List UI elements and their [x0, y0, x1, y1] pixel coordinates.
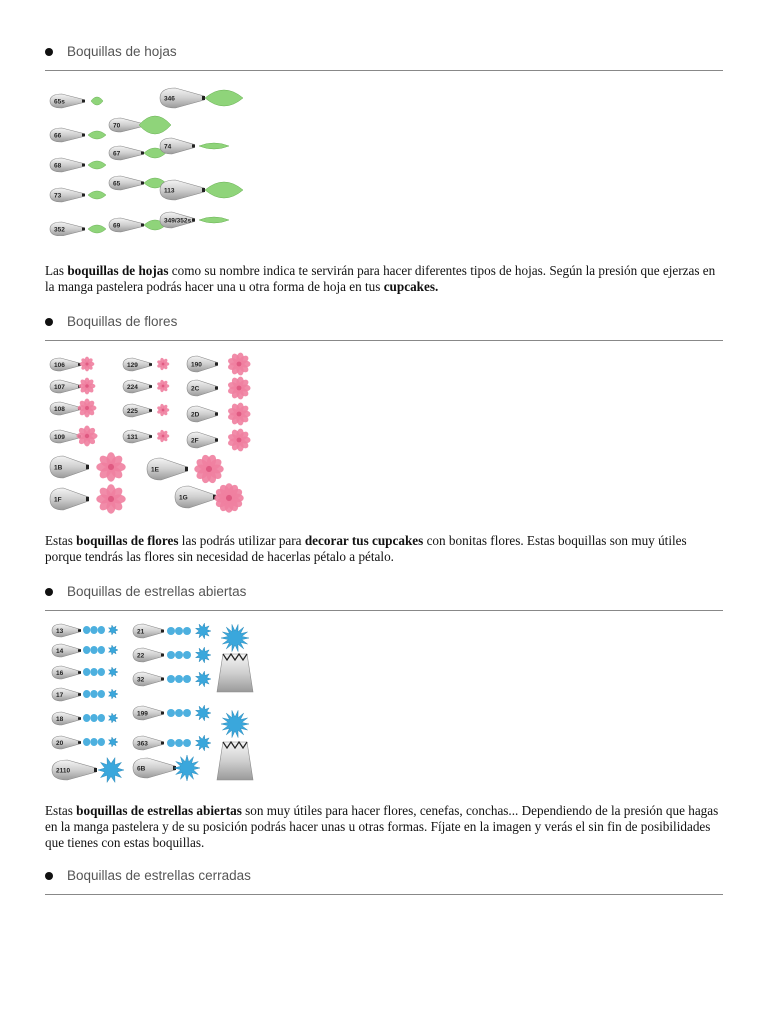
section-title: Boquillas de estrellas abiertas — [67, 584, 247, 599]
tip-number: 129 — [127, 361, 138, 369]
flower-shape — [156, 403, 169, 416]
flower-shape — [156, 379, 169, 392]
piped-border-shape — [167, 709, 191, 717]
piping-tip — [133, 648, 164, 662]
piping-tip — [133, 624, 164, 638]
large-star-tip — [217, 654, 253, 692]
tip-number: 68 — [54, 162, 62, 170]
piping-tip — [50, 358, 81, 371]
leaf-shape — [88, 161, 106, 169]
piping-tip — [123, 358, 152, 371]
tip-number: 67 — [113, 150, 121, 158]
body-text: las podrás utilizar para — [178, 533, 305, 548]
leaf-shape — [205, 182, 243, 198]
bold-text: boquillas de flores — [76, 533, 179, 548]
leaf-shape — [88, 131, 106, 139]
open-star-tips-image — [45, 620, 257, 786]
piping-tip — [50, 402, 81, 415]
piping-tip — [133, 736, 164, 750]
piping-tip — [109, 218, 144, 232]
tip-number: 16 — [56, 669, 64, 677]
tip-number: 2C — [191, 385, 200, 393]
leaf-shape — [199, 217, 229, 223]
body-text: Las — [45, 263, 68, 278]
section-title: Boquillas de hojas — [67, 44, 177, 59]
leaf-tips-image — [45, 84, 257, 236]
piping-tip — [123, 380, 152, 393]
flower-shape — [194, 454, 223, 485]
leaf-shape — [88, 225, 106, 233]
tip-number: 107 — [54, 383, 65, 391]
star-shape — [196, 647, 212, 663]
section-header-flores — [45, 310, 723, 350]
leaf-shape — [139, 116, 171, 134]
section-title: Boquillas de estrellas cerradas — [67, 868, 251, 883]
tip-number: 69 — [113, 222, 121, 230]
tip-number: 131 — [127, 433, 138, 441]
piping-tip — [50, 188, 85, 202]
tip-number: 2D — [191, 411, 200, 419]
tip-number: 65s — [54, 98, 65, 106]
bullet-icon — [45, 48, 53, 56]
flower-shape — [96, 452, 125, 481]
tip-number: 106 — [54, 361, 65, 369]
piping-tip — [50, 94, 85, 108]
piped-border-shape — [83, 738, 105, 746]
tip-number: 13 — [56, 627, 64, 635]
body-text: Estas — [45, 803, 77, 818]
piping-tip — [52, 666, 81, 679]
piped-border-shape — [167, 627, 191, 635]
piping-tip — [123, 430, 152, 443]
piping-tip — [187, 432, 218, 448]
tip-number: 225 — [127, 407, 138, 415]
large-star-tip — [217, 742, 253, 780]
piping-tip — [52, 644, 81, 657]
body-text: son muy útiles para hacer flores, cenefas, conchas... Dependiendo de la presión que hagas en la manga pastelera y de su posición podrás hacer unas u otras formas. Fíjate en la imagen y verás el sin fin de posibilidades que tienes con estas boquillas. — [45, 803, 719, 850]
flower-shape — [96, 484, 125, 513]
bold-text: decorar tus cupcakes — [304, 533, 424, 548]
piping-tip — [133, 672, 164, 686]
divider — [45, 894, 723, 895]
piping-tip — [52, 736, 81, 749]
piped-border-shape — [167, 675, 191, 683]
piping-tip — [123, 404, 152, 417]
piped-border-shape — [83, 646, 105, 654]
tip-number: 363 — [137, 740, 148, 748]
piped-border-shape — [167, 739, 191, 747]
leaf-shape — [88, 191, 106, 199]
tip-number: 1F — [54, 496, 62, 504]
tip-number: 73 — [54, 192, 62, 200]
tip-number: 108 — [54, 405, 65, 413]
paragraph-hojas — [45, 263, 725, 295]
paragraph-flores — [45, 533, 725, 565]
flower-shape — [78, 399, 97, 418]
tip-number: 1G — [179, 494, 188, 502]
flower-shape — [214, 483, 244, 513]
tip-number: 190 — [191, 361, 202, 369]
star-shape — [174, 755, 200, 781]
divider — [45, 610, 723, 611]
flower-shape — [227, 428, 251, 452]
piped-border-shape — [167, 651, 191, 659]
bullet-icon — [45, 872, 53, 880]
piping-tip — [160, 88, 205, 108]
tip-number: 349/352s — [164, 217, 192, 225]
divider — [45, 340, 723, 341]
star-shape — [196, 735, 212, 751]
star-shape — [109, 713, 119, 723]
tip-number: 224 — [127, 383, 138, 391]
piping-tip — [187, 356, 218, 372]
bullet-icon — [45, 318, 53, 326]
tip-number: 352 — [54, 226, 65, 234]
body-text: Estas — [45, 533, 77, 548]
tip-number: 1E — [151, 466, 159, 474]
tip-number: 2F — [191, 437, 199, 445]
leaf-shape — [91, 97, 103, 105]
leaf-shape — [199, 143, 229, 149]
star-shape — [109, 645, 119, 655]
tip-number: 199 — [137, 710, 148, 718]
piping-tip — [52, 712, 81, 725]
flower-shape — [77, 426, 98, 447]
piping-tip — [187, 380, 218, 396]
star-shape — [196, 671, 212, 687]
piping-tip — [160, 138, 195, 154]
tip-number: 17 — [56, 691, 64, 699]
tip-number: 109 — [54, 433, 65, 441]
piping-tip — [50, 158, 85, 172]
tip-number: 32 — [137, 676, 145, 684]
piping-tip — [52, 688, 81, 701]
flower-shape — [80, 357, 95, 372]
piping-tip — [175, 486, 216, 508]
flower-tips-image — [45, 352, 257, 514]
flower-shape — [227, 402, 251, 426]
flower-shape — [227, 352, 251, 376]
piping-tip — [52, 760, 97, 780]
piping-tip — [109, 146, 144, 160]
bold-text: boquillas de hojas — [67, 263, 169, 278]
section-title: Boquillas de flores — [67, 314, 178, 329]
divider — [45, 70, 723, 71]
piping-tip — [133, 706, 164, 720]
star-shape — [109, 625, 119, 635]
piping-tip — [52, 624, 81, 637]
piped-border-shape — [83, 626, 105, 634]
piping-tip — [133, 758, 176, 778]
piping-tip — [50, 222, 85, 236]
tip-number: 22 — [137, 652, 145, 660]
flower-shape — [227, 376, 251, 400]
paragraph-estrellas-abiertas — [45, 803, 725, 851]
body-text: como su nombre indica te servirán para hacer diferentes tipos de hojas. Según la presión que ejerzas en la manga pastelera podrás hacer una u otra forma de hoja en tus — [45, 263, 716, 294]
piping-tip — [187, 406, 218, 422]
piping-tip — [50, 430, 81, 443]
star-shape — [221, 710, 249, 737]
flower-shape — [156, 429, 169, 442]
star-shape — [98, 758, 124, 783]
body-text: con bonitas flores. Estas boquillas son muy útiles porque tendrás las flores sin necesidad de hacerlas pétalo a pétalo. — [45, 533, 687, 564]
bold-text: boquillas de estrellas abiertas — [76, 803, 242, 818]
piping-tip — [50, 456, 89, 478]
star-shape — [221, 624, 249, 651]
tip-number: 18 — [56, 715, 64, 723]
bold-text: cupcakes. — [383, 279, 439, 294]
piping-tip — [147, 458, 188, 480]
flower-shape — [156, 357, 169, 370]
section-header-hojas — [45, 40, 723, 80]
piped-border-shape — [83, 714, 105, 722]
tip-number: 20 — [56, 739, 64, 747]
tip-number: 70 — [113, 122, 121, 130]
tip-number: 6B — [137, 765, 146, 773]
tip-number: 2110 — [56, 767, 71, 775]
tip-number: 1B — [54, 464, 63, 472]
piping-tip — [50, 488, 89, 510]
piping-tip — [160, 180, 205, 200]
piping-tip — [160, 212, 195, 228]
piped-border-shape — [83, 668, 105, 676]
bullet-icon — [45, 588, 53, 596]
piped-border-shape — [83, 690, 105, 698]
tip-number: 74 — [164, 143, 172, 151]
piping-tip — [50, 128, 85, 142]
star-shape — [109, 737, 119, 747]
flower-shape — [79, 378, 96, 395]
tip-number: 65 — [113, 180, 121, 188]
star-shape — [109, 667, 119, 677]
star-shape — [196, 623, 212, 639]
section-header-estrellas-abiertas — [45, 580, 723, 620]
section-header-estrellas-cerradas — [45, 864, 723, 904]
tip-number: 66 — [54, 132, 62, 140]
tip-number: 346 — [164, 95, 175, 103]
piping-tip — [109, 176, 144, 190]
piping-tip — [50, 380, 81, 393]
tip-number: 14 — [56, 647, 64, 655]
star-shape — [196, 705, 212, 721]
tip-number: 113 — [164, 187, 175, 195]
star-shape — [109, 689, 119, 699]
leaf-shape — [205, 90, 243, 106]
tip-number: 21 — [137, 628, 145, 636]
